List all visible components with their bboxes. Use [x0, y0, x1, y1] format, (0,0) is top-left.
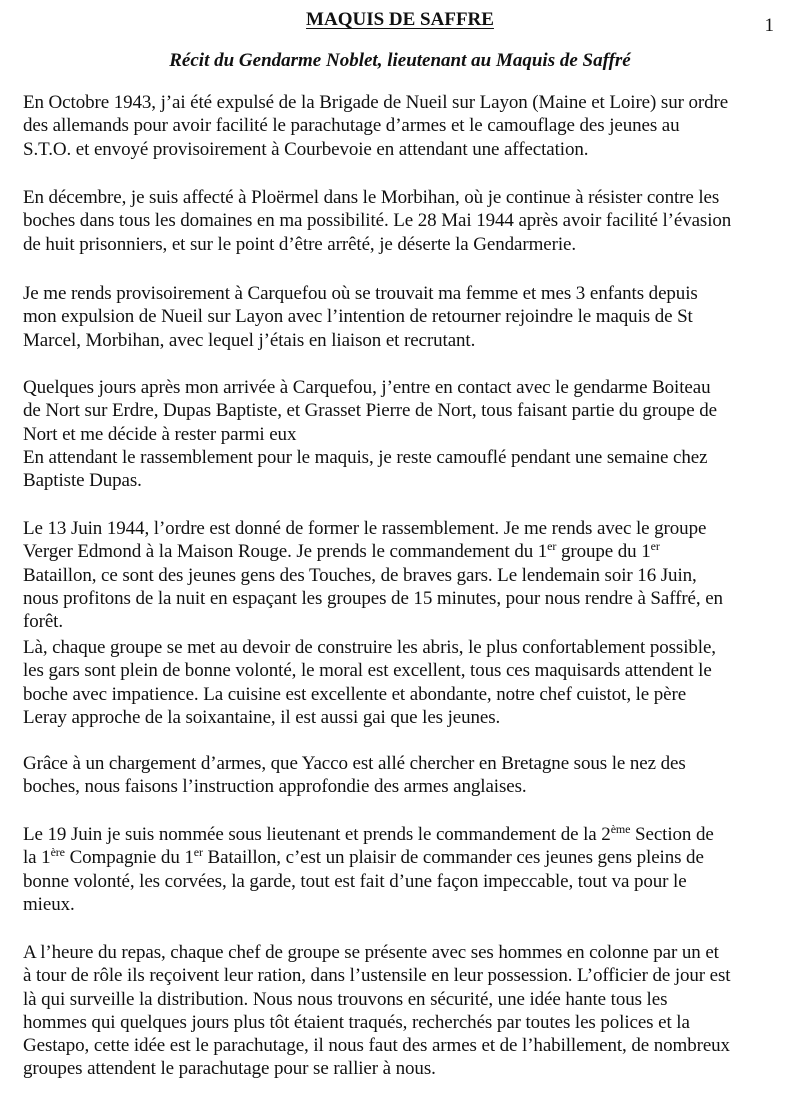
- text-segment: Bataillon, ce sont des jeunes gens des Touches, de braves gars. Le lendemain soir 16 Juin,: [23, 564, 697, 586]
- text-line: [23, 114, 785, 137]
- text-segment: En attendant le rassemblement pour le maquis, je reste camouflé pendant une semaine chez: [23, 446, 708, 468]
- text-line: [23, 423, 785, 446]
- text-segment: Quelques jours après mon arrivée à Carquefou, j’entre en contact avec le gendarme Boiteau: [23, 377, 711, 398]
- text-segment: Leray approche de la soixantaine, il est aussi gai que les jeunes.: [23, 706, 501, 728]
- text-line: [23, 659, 785, 682]
- ordinal-superscript: ère: [50, 845, 65, 860]
- text-segment: des allemands pour avoir facilité le parachutage d’armes et le camouflage des jeunes au: [23, 115, 680, 137]
- text-line: [23, 587, 785, 610]
- text-segment: boche avec impatience. La cuisine est excellente et abondante, notre chef cuistot, le père: [23, 683, 687, 705]
- text-line: [23, 941, 785, 964]
- text-line: [23, 988, 785, 1011]
- text-segment: Le 13 Juin 1944, l’ordre est donné de former le rassemblement. Je me rends avec le groupe: [23, 518, 707, 539]
- ordinal-superscript: ème: [610, 822, 631, 836]
- text-segment: à tour de rôle ils reçoivent leur ration, dans l’ustensile en leur possession. L’officier de jour est: [23, 965, 731, 987]
- paragraph: [23, 376, 785, 492]
- document-subtitle: Récit du Gendarme Noblet, lieutenant au Maquis de Saffré: [169, 50, 631, 71]
- text-line: [23, 91, 785, 114]
- text-segment: Compagnie du 1: [64, 847, 194, 869]
- text-segment: la 1: [23, 847, 51, 869]
- text-line: [23, 305, 785, 328]
- text-segment: boches dans tous les domaines en ma possibilité. Le 28 Mai 1944 après avoir facilité l’évasion: [23, 210, 732, 232]
- text-segment: Je me rends provisoirement à Carquefou où se trouvait ma femme et mes 3 enfants depuis: [23, 283, 698, 304]
- paragraph: [23, 186, 785, 256]
- text-segment: Le 19 Juin je suis nommée sous lieutenant et prends le commandement de la 2: [23, 824, 611, 845]
- text-line: [23, 329, 785, 352]
- text-line: [23, 752, 785, 775]
- text-line: [23, 636, 785, 659]
- text-line: [23, 469, 785, 492]
- text-line: [23, 209, 785, 232]
- paragraph: [23, 91, 785, 161]
- paragraph: [23, 517, 785, 633]
- text-segment: boches, nous faisons l’instruction approfondie des armes anglaises.: [23, 776, 527, 798]
- text-line: [23, 683, 785, 706]
- text-segment: Section de: [630, 824, 714, 845]
- text-segment: bonne volonté, les corvées, la garde, tout est fait d’une façon impeccable, tout va pour le: [23, 870, 687, 892]
- ordinal-superscript: er: [193, 845, 203, 860]
- text-line: [23, 846, 785, 869]
- text-segment: Marcel, Morbihan, avec lequel j’étais en liaison et recrutant.: [23, 329, 476, 351]
- text-segment: forêt.: [23, 611, 64, 633]
- text-segment: là qui surveille la distribution. Nous nous trouvons en sécurité, une idée hante tous les: [23, 988, 668, 1010]
- text-segment: de Nort sur Erdre, Dupas Baptiste, et Grasset Pierre de Nort, tous faisant partie du groupe de: [23, 400, 717, 422]
- text-segment: mieux.: [23, 893, 75, 915]
- text-segment: groupe du 1: [556, 541, 651, 563]
- text-line: [23, 446, 785, 469]
- text-line: [23, 540, 785, 563]
- text-line: [23, 564, 785, 587]
- text-segment: Verger Edmond à la Maison Rouge. Je prends le commandement du 1: [23, 541, 548, 563]
- paragraph: [23, 941, 785, 1081]
- paragraph: [23, 823, 785, 916]
- text-segment: de huit prisonniers, et sur le point d’être arrêté, je déserte la Gendarmerie.: [23, 233, 576, 255]
- text-line: [23, 823, 785, 846]
- text-line: [23, 964, 785, 987]
- text-segment: hommes qui quelques jours plus tôt étaient traqués, recherchés par toutes les polices et la: [23, 1011, 690, 1033]
- text-line: [23, 399, 785, 422]
- text-line: [23, 893, 785, 916]
- text-segment: groupes attendent le parachutage pour se rallier à nous.: [23, 1058, 436, 1080]
- text-line: [23, 138, 785, 161]
- text-line: [23, 517, 785, 540]
- text-segment: mon expulsion de Nueil sur Layon avec l’intention de retourner rejoindre le maquis de St: [23, 306, 693, 328]
- page-number: 1: [764, 15, 774, 36]
- document-title: MAQUIS DE SAFFRE: [306, 9, 494, 30]
- ordinal-superscript: er: [547, 539, 557, 554]
- text-segment: Bataillon, c’est un plaisir de commander ces jeunes gens pleins de: [202, 847, 704, 869]
- text-segment: Gestapo, cette idée est le parachutage, il nous faut des armes et de l’habillement, de nombreux: [23, 1035, 730, 1057]
- text-line: [23, 376, 785, 399]
- text-segment: Baptiste Dupas.: [23, 470, 142, 492]
- paragraph: [23, 282, 785, 352]
- text-segment: nous profitons de la nuit en espaçant les groupes de 15 minutes, pour nous rendre à Saffré, en: [23, 587, 723, 609]
- text-line: [23, 282, 785, 305]
- text-segment: Grâce à un chargement d’armes, que Yacco est allé chercher en Bretagne sous le nez des: [23, 753, 686, 774]
- text-segment: S.T.O. et envoyé provisoirement à Courbevoie en attendant une affectation.: [23, 138, 589, 160]
- text-line: [23, 870, 785, 893]
- text-segment: En Octobre 1943, j’ai été expulsé de la Brigade de Nueil sur Layon (Maine et Loire) sur ordre: [23, 92, 729, 113]
- ordinal-superscript: er: [650, 539, 660, 554]
- text-segment: A l’heure du repas, chaque chef de groupe se présente avec ses hommes en colonne par un et: [23, 942, 719, 963]
- text-line: [23, 1034, 785, 1057]
- text-line: [23, 706, 785, 729]
- text-line: [23, 775, 785, 798]
- paragraph: [23, 636, 785, 729]
- text-segment: En décembre, je suis affecté à Ploërmel dans le Morbihan, où je continue à résister contre les: [23, 187, 720, 208]
- text-segment: Là, chaque groupe se met au devoir de construire les abris, le plus confortablement possible,: [23, 637, 716, 658]
- text-segment: Nort et me décide à rester parmi eux: [23, 423, 297, 445]
- text-line: [23, 1057, 785, 1080]
- text-line: [23, 1011, 785, 1034]
- text-line: [23, 233, 785, 256]
- text-line: [23, 610, 785, 633]
- text-line: [23, 186, 785, 209]
- text-segment: les gars sont plein de bonne volonté, le moral est excellent, tous ces maquisards attendent le: [23, 660, 712, 682]
- paragraph: [23, 752, 785, 799]
